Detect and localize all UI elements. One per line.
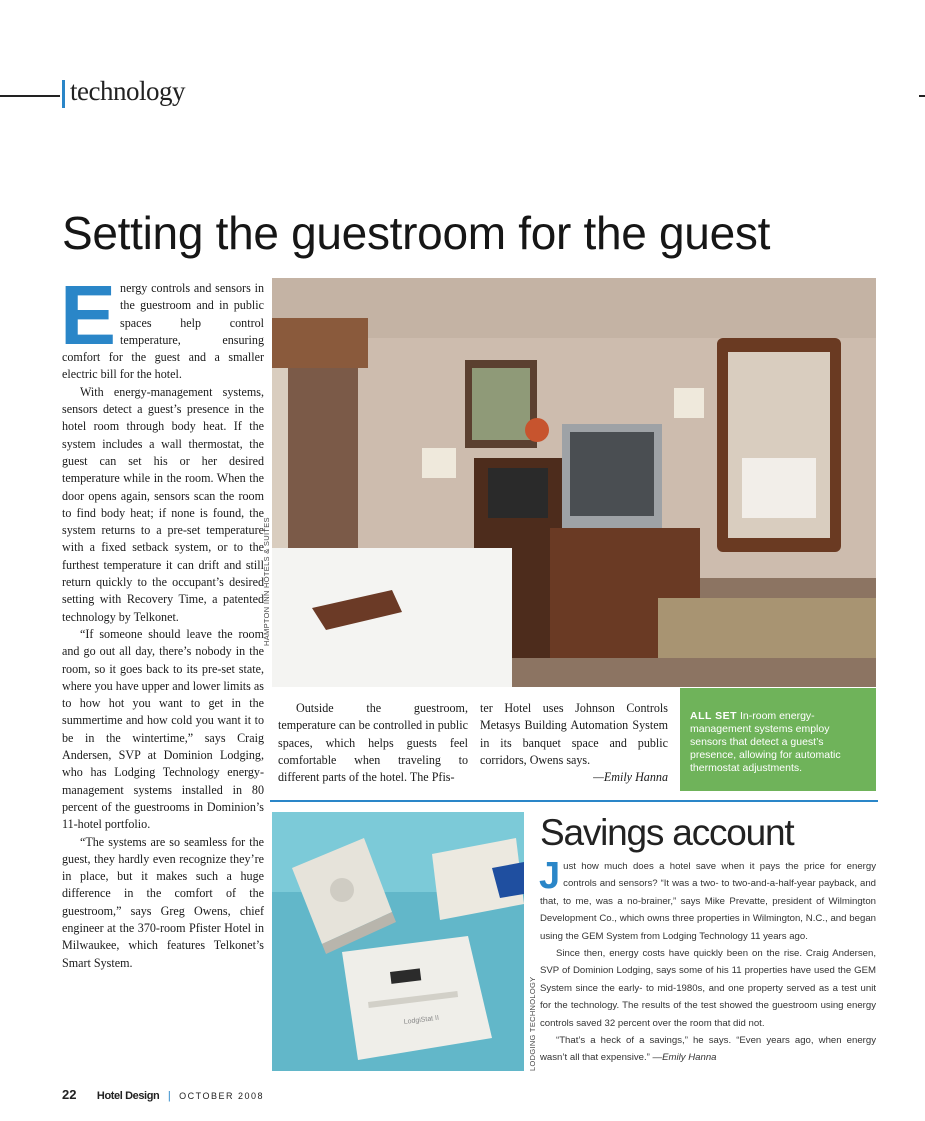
hotel-room-illustration: [272, 278, 876, 687]
footer-separator: |: [167, 1090, 171, 1102]
sidebar-paragraph: Since then, energy costs have quickly been on the rise. Craig Andersen, SVP of Dominion Lodging, says some of his 11 properties have used the GEM System since the early- to mid-1980s, and one property served as a test unit for the technology. The results of the test showed the guestroom using energy controls saved 32 percent over the room that did not.: [540, 948, 876, 1029]
article-paragraph: Outside the guestroom, temperature can be controlled in public spaces, which helps guests feel comfortable when traveling to different parts of the hotel. The Pfis-: [278, 701, 468, 785]
sidebar-title: Savings account: [540, 812, 794, 853]
section-divider: [270, 800, 878, 802]
device-label: LodgiStat II: [403, 1014, 440, 1026]
page-number: 22: [62, 1087, 77, 1102]
article-paragraph: Energy controls and sensors in the guestroom and in public spaces help control temperature, ensuring comfort for the guest and a smaller electric bill for the hotel.: [60, 268, 264, 382]
article-column-mid: [278, 700, 468, 786]
photo-credit-devices: LODGING TECHNOLOGY: [528, 976, 537, 1071]
article-paragraph: “The systems are so seamless for the guest, they hardly even recognize they’re in place, but it makes such a huge difference in the comfort of the guestroom,” says Greg Owens, chief engineer at the 370-room Pfister Hotel in Milwaukee, which features Telkonet’s Smart System.: [62, 834, 264, 970]
photo-credit-main: HAMPTON INN HOTELS & SUITES: [262, 517, 271, 646]
article-paragraph: “If someone should leave the room and go out all day, there’s nobody in the room, so it goes back to its pre-set state, where you have upper and lower limits as to how hot you want to get in the summertime and how cold you want it to be in the wintertime,” says Craig Andersen, SVP at Dominion Lodging, who has Lodging Technology energy-management systems installed in 80 percent of the guestrooms in Dominion’s 11-hotel portfolio.: [62, 626, 264, 832]
sidebar-paragraph: Just how much does a hotel save when it pays the price for energy controls and sensors? “It was a two- to two-and-a-half-year payback, and that, to me, was a no-brainer,” says Mike Prevatte, president of Wilmington Development Co., which owns three properties in Wilmington, N.C., and began using the GEM System from Lodging Technology 11 years ago.: [539, 855, 876, 942]
hotel-room-photo: [272, 278, 876, 687]
section-rule: [0, 95, 60, 97]
photo-caption: [680, 688, 876, 791]
sidebar-body: [539, 855, 876, 1067]
article-paragraph: With energy-management systems, sensors detect a guest’s presence in the hotel room through body heat. If the system includes a wall thermostat, the guest can set his or her desired temperature while in the room. When the door opens again, sensors scan the room to find body heat; if none is found, the system returns to a pre-set temperature with a fixed setback system, or to the furthest temperature it can drift and still return quickly to the occupant’s desired setting with Recovery Time, a patented technology by Telkonet.: [62, 384, 264, 624]
sidebar-byline: —Emily Hanna: [652, 1052, 717, 1064]
caption-label: ALL SET: [690, 710, 738, 722]
byline: —Emily Hanna: [593, 770, 668, 785]
issue-date: OCTOBER 2008: [179, 1091, 264, 1101]
sidebar-drop-cap: J: [539, 855, 561, 897]
sidebar-paragraph: “That’s a heck of a savings,” he says. “Even years ago, when energy wasn’t all that expensive.” —Emily Hanna: [540, 1035, 876, 1064]
section-label: technology: [70, 76, 185, 106]
margin-rule: [919, 95, 925, 97]
energy-devices-photo: [272, 812, 524, 1071]
caption-text: In-room energy-management systems employ sensors that detect a guest’s presence, allowing for automatic thermostat adjustments.: [690, 710, 841, 774]
magazine-name: Hotel Design: [96, 1090, 160, 1102]
article-paragraph: ter Hotel uses Johnson Controls Metasys Building Automation System in its banquet space and public corridors, Owens says.: [480, 701, 668, 767]
article-column-left: [60, 268, 264, 972]
article-column-right: [480, 700, 668, 786]
headline: Setting the guestroom for the guest: [62, 207, 771, 259]
drop-cap: E: [60, 268, 117, 362]
section-accent-bar: [62, 80, 65, 108]
sensor-devices-illustration: [272, 812, 524, 1071]
page-footer: [62, 1086, 264, 1104]
